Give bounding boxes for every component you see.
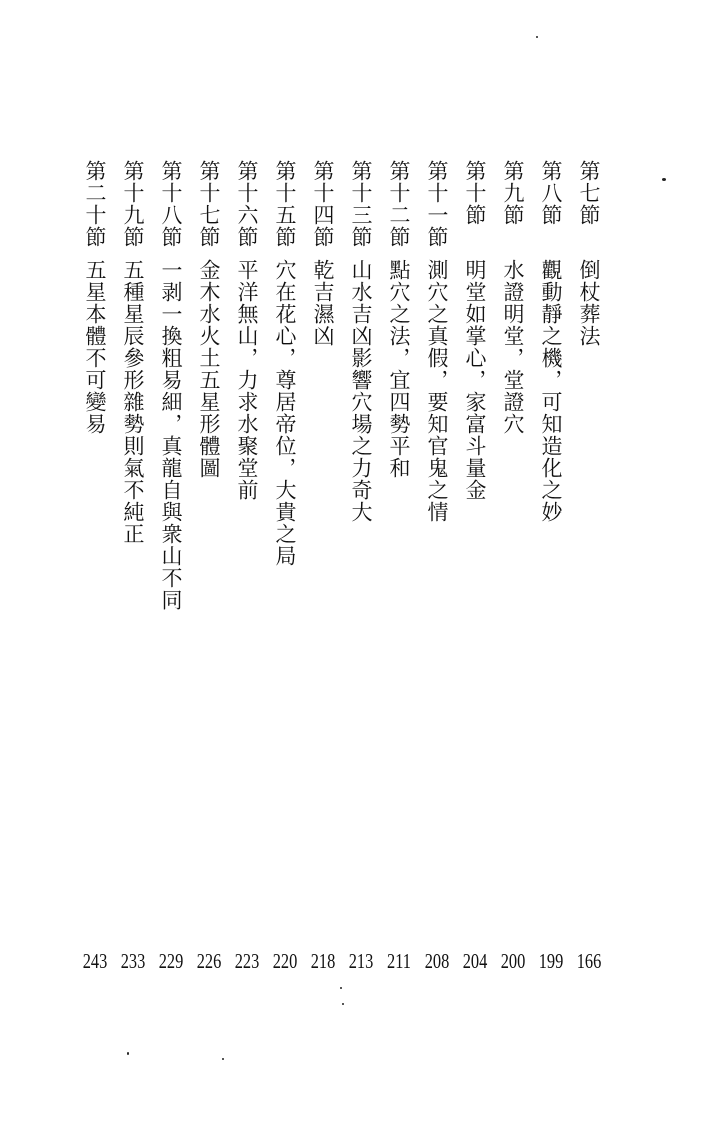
page-number: 223 (234, 949, 260, 973)
section-number: 第七節 (577, 160, 601, 226)
section-title: 倒杖葬法 (577, 259, 601, 347)
section-number: 第十六節 (235, 160, 259, 248)
section-title: 測穴之真假，要知官鬼之情 (425, 259, 449, 523)
page-number: 243 (82, 949, 108, 973)
section-title: 平洋無山，力求水聚堂前 (235, 259, 259, 501)
section-title: 一剥一換粗易細，真龍自與衆山不同 (159, 259, 183, 611)
toc-entry (345, 160, 377, 1000)
toc-entry (79, 160, 111, 1000)
toc-entry (497, 160, 529, 1000)
toc-entry (383, 160, 415, 1000)
page-number: 226 (196, 949, 222, 973)
page-number: 220 (272, 949, 298, 973)
section-number: 第二十節 (83, 160, 107, 248)
scan-speck (342, 1003, 344, 1005)
section-title: 五種星辰參形雜勢則氣不純正 (121, 259, 145, 545)
scan-speck (536, 36, 538, 38)
section-number: 第十七節 (197, 160, 221, 248)
page-number: 233 (120, 949, 146, 973)
section-title: 山水吉凶影響穴場之力奇大 (349, 259, 373, 523)
section-number: 第九節 (501, 160, 525, 226)
section-number: 第十三節 (349, 160, 373, 248)
toc-entry (155, 160, 187, 1000)
section-title: 穴在花心，尊居帝位，大貴之局 (273, 259, 297, 567)
toc-entry (459, 160, 491, 1000)
section-number: 第十節 (463, 160, 487, 226)
toc-entry (269, 160, 301, 1000)
page-number: 229 (158, 949, 184, 973)
page-number: 213 (348, 949, 374, 973)
toc-entry (421, 160, 453, 1000)
section-number: 第八節 (539, 160, 563, 226)
toc-entry (307, 160, 339, 1000)
toc-entry (231, 160, 263, 1000)
section-title: 乾吉濕凶 (311, 259, 335, 347)
toc-entry (535, 160, 567, 1000)
section-title: 五星本體不可變易 (83, 259, 107, 435)
scan-speck (340, 987, 342, 989)
section-title: 明堂如掌心，家富斗量金 (463, 259, 487, 501)
page-number: 218 (310, 949, 336, 973)
page-number: 199 (538, 949, 564, 973)
scan-speck (222, 1058, 224, 1060)
section-number: 第十二節 (387, 160, 411, 248)
page-number: 166 (576, 949, 602, 973)
scan-speck (127, 1052, 129, 1055)
section-number: 第十四節 (311, 160, 335, 248)
page-number: 211 (387, 949, 411, 973)
section-title: 水證明堂，堂證穴 (501, 259, 525, 435)
page-number: 200 (500, 949, 526, 973)
toc-entry (573, 160, 605, 1000)
section-title: 點穴之法，宜四勢平和 (387, 259, 411, 479)
section-title: 觀動靜之機，可知造化之妙 (539, 259, 563, 523)
page-number: 208 (424, 949, 450, 973)
toc-entry (193, 160, 225, 1000)
page-number: 204 (462, 949, 488, 973)
section-number: 第十九節 (121, 160, 145, 248)
section-number: 第十一節 (425, 160, 449, 248)
toc-entry (117, 160, 149, 1000)
section-number: 第十五節 (273, 160, 297, 248)
section-number: 第十八節 (159, 160, 183, 248)
scan-speck (662, 178, 666, 181)
section-title: 金木水火土五星形體圖 (197, 259, 221, 479)
